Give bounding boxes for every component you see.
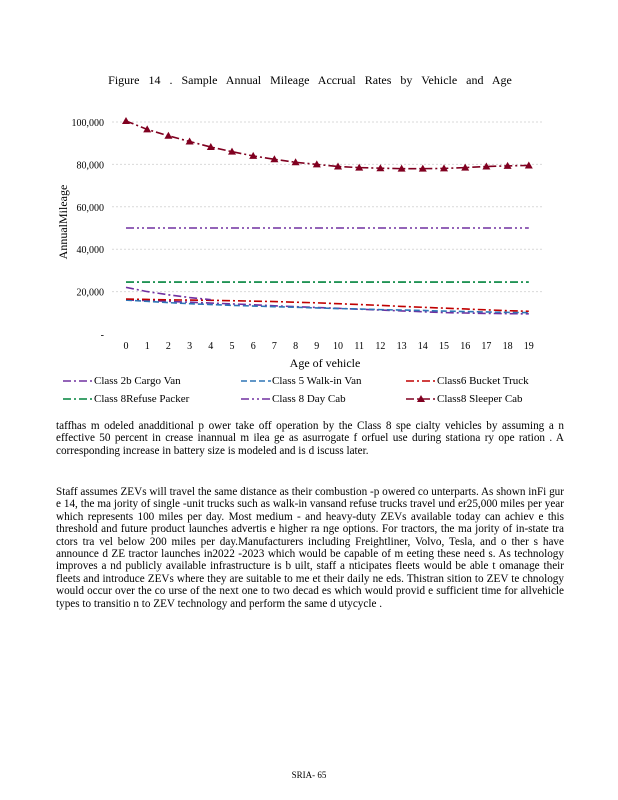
- legend-item: [240, 393, 346, 405]
- y-tick-labels: [72, 118, 105, 341]
- series-line: [126, 299, 529, 311]
- legend-item: [62, 393, 189, 405]
- x-tick-label: 14: [417, 341, 428, 352]
- x-tick-label: 7: [271, 341, 277, 352]
- x-tick-label: 0: [123, 341, 129, 352]
- legend-label: Class8 Sleeper Cab: [437, 393, 523, 405]
- legend-label: Class 8Refuse Packer: [94, 393, 190, 405]
- legend-label: Class 8 Day Cab: [272, 393, 346, 405]
- y-tick-label: 20,000: [76, 287, 104, 299]
- x-tick-label: 1: [144, 341, 150, 352]
- legend-swatch: [405, 376, 437, 386]
- legend-swatch: [405, 394, 437, 404]
- legend-item: [405, 375, 529, 387]
- series-line: [126, 287, 211, 299]
- mileage-line-chart: [0, 0, 618, 375]
- y-tick-label: 100,000: [71, 118, 104, 129]
- x-tick-label: 12: [375, 341, 386, 352]
- legend-swatch: [240, 394, 272, 404]
- y-tick-label: 80,000: [76, 160, 104, 172]
- chart-gridlines: [112, 122, 542, 292]
- data-point: [164, 132, 172, 139]
- page-footer: SRIA- 65: [291, 770, 327, 780]
- x-tick-label: 19: [523, 341, 534, 352]
- legend-item: [240, 375, 361, 387]
- y-tick-label: 60,000: [76, 202, 104, 214]
- legend-item: [405, 393, 523, 405]
- x-tick-label: 2: [165, 341, 171, 352]
- x-tick-label: 5: [229, 341, 235, 352]
- legend-label: Class6 Bucket Truck: [437, 375, 529, 387]
- series-line: [126, 121, 529, 169]
- paragraph-2: Staff assumes ZEVs will travel the same distance as their combustion -p owered co unterparts. As shown inFi gur e 14, the ma jority of single -unit trucks such as walk-in vansand refuse trucks travel und er25,000 miles per year which represents 100 miles per day. Most medium - and heavy-duty ZEVs available today can achiev e this threshold and future product launches advertis e higher ra nge options. For tractors, the ma jority of in-state tra ctors tra vel below 200 miles per day.Manufacturers including Freightliner, Volvo, Tesla, and o ther s have announce d ZE tractor launches in2022 -2023 which would be capable of m eeting these need s. As technology improves a nd publicly available infrastructure is b uilt, staff a nticipates fleets would be able t omanage their fleets and introduce ZEVs where they are suitable to me et their daily ne eds. Thistran sition to ZEV te chnology would occur over the co urse of the next one to two decad es which would provid e sufficient time for allvehicle types to transitio n to ZEV technology and perform the same d utycycle .: [56, 486, 564, 610]
- legend-swatch: [240, 376, 272, 386]
- x-tick-label: 16: [460, 341, 471, 352]
- x-tick-label: 18: [502, 341, 513, 352]
- legend-swatch: [62, 394, 94, 404]
- legend-item: [62, 375, 181, 387]
- y-tick-label: -: [100, 330, 104, 341]
- x-tick-label: 11: [354, 341, 365, 352]
- data-point: [122, 117, 130, 124]
- y-axis-label: AnnualMileage: [56, 184, 70, 260]
- x-tick-label: 6: [250, 341, 256, 352]
- x-tick-label: 13: [396, 341, 407, 352]
- x-tick-labels: [124, 341, 534, 352]
- y-tick-label: 40,000: [76, 245, 104, 257]
- legend-swatch: [62, 376, 94, 386]
- x-tick-label: 17: [481, 341, 492, 352]
- x-tick-label: 9: [314, 341, 320, 352]
- paragraph-1: taffhas m odeled anadditional p ower take off operation by the Class 8 spe cialty vehicles by assuming a n effective 50 percent in crease inannual m ilea ge as asurrogate f orfuel use during stationa ry ope ration . A corresponding increase in battery size is modeled and is d iscuss later.: [56, 420, 564, 457]
- figure-title: Figure 14 . Sample Annual Mileage Accrual Rates by Vehicle and Age: [108, 73, 512, 87]
- legend-label: Class 2b Cargo Van: [94, 375, 181, 387]
- chart-series: [122, 117, 533, 314]
- x-tick-label: 4: [208, 341, 214, 352]
- x-tick-label: 15: [439, 341, 449, 352]
- x-axis-label: Age of vehicle: [289, 356, 361, 370]
- x-tick-label: 8: [293, 341, 299, 352]
- legend-label: Class 5 Walk-in Van: [272, 375, 362, 387]
- x-tick-label: 3: [187, 341, 193, 352]
- x-tick-label: 10: [333, 341, 343, 352]
